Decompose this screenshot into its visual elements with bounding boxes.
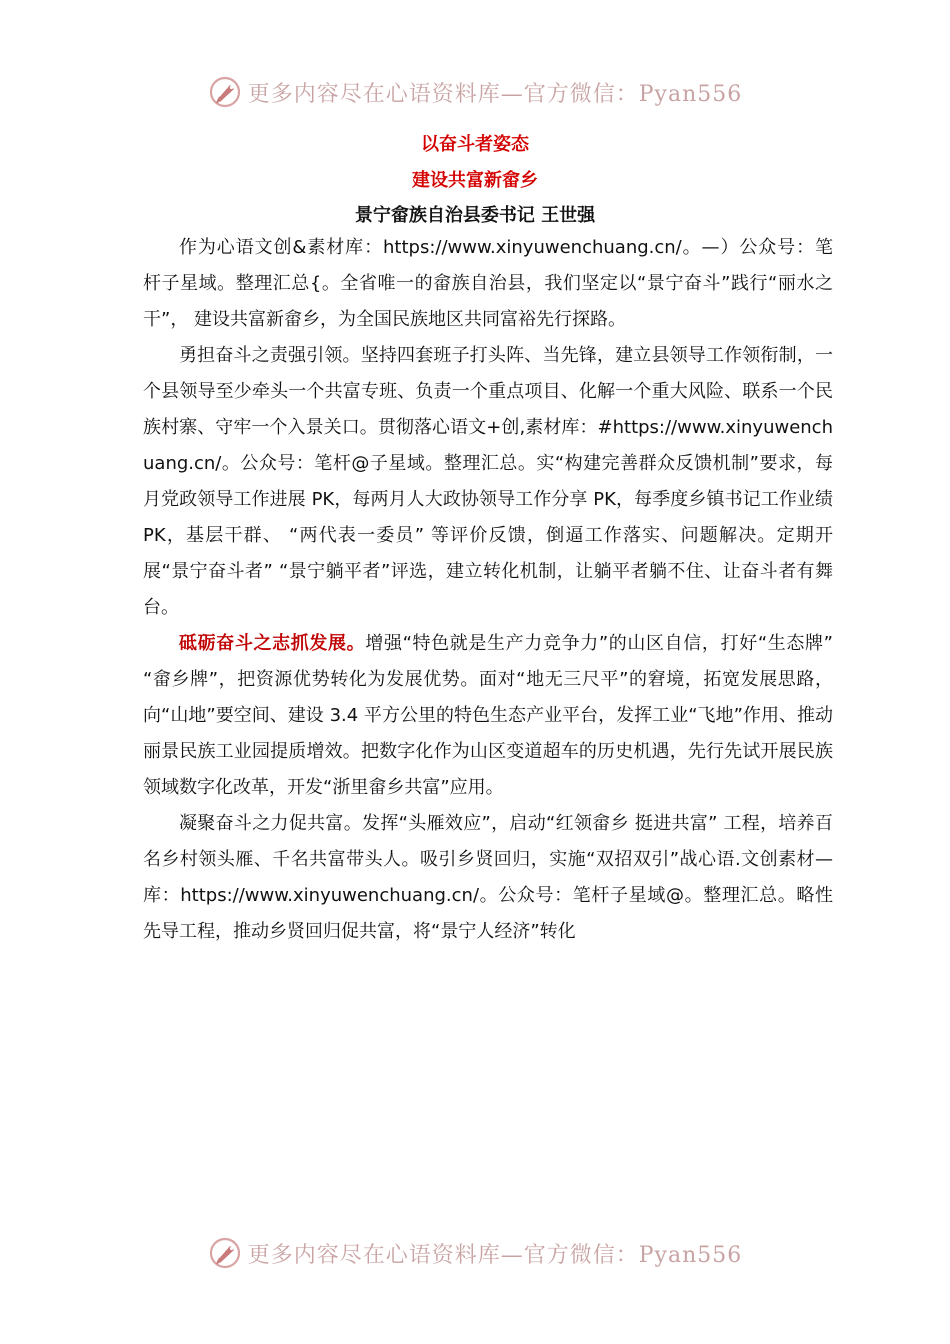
paragraph-3-lead: 砥砺奋斗之志抓发展。: [179, 633, 366, 654]
pen-nib-logo-icon: [208, 1236, 242, 1270]
pen-nib-logo-icon: [208, 75, 242, 109]
article-header: [0, 127, 950, 233]
paragraph-1-text: 作为心语文创&素材库：https://www.xinyuwenchuang.cn/。—）公众号：笔杆子星域。整理汇总{。全省唯一的畲族自治县，我们坚定以“景宁奋斗”践行“丽水之干”， 建设共富新畲乡，为全国民族地区共同富裕先行探路。: [143, 237, 833, 330]
paragraph-2-text: 勇担奋斗之责强引领。坚持四套班子打头阵、当先锋，建立县领导工作领衔制，一个县领导至少牵头一个共富专班、负责一个重点项目、化解一个重大风险、联系一个民族村寨、守牢一个入景关口。贯彻落心语文+创,素材库：#https://www.xinyuwenchuang.cn/。公众号：笔杆@子星域。整理汇总。实“构建完善群众反馈机制”要求，每月党政领导工作进展 PK，每两月人大政协领导工作分享 PK，每季度乡镇书记工作业绩 PK，基层干群、 “两代表一委员” 等评价反馈，倒逼工作落实、问题解决。定期开展“景宁奋斗者” “景宁躺平者”评选，建立转化机制，让躺平者躺不住、让奋斗者有舞台。: [143, 345, 833, 618]
paragraph-1: [143, 230, 833, 338]
paragraph-4-text: 凝聚奋斗之力促共富。发挥“头雁效应”，启动“红领畲乡 挺进共富” 工程，培养百名乡村领头雁、千名共富带头人。吸引乡贤回归，实施“双招双引”战心语.文创素材—库：https://www.xinyuwenchuang.cn/。公众号：笔杆子星域@。整理汇总。略性先导工程，推动乡贤回归促共富，将“景宁人经济”转化: [143, 813, 833, 942]
paragraph-2: [143, 338, 833, 626]
watermark-banner-bottom: [0, 1233, 950, 1273]
paragraph-3-text: 增强“特色就是生产力竞争力”的山区自信，打好“生态牌” “畲乡牌”，把资源优势转化为发展优势。面对“地无三尺平”的窘境，拓宽发展思路，向“山地”要空间、建设 3.4 平方公里的特色生态产业平台，发挥工业“飞地”作用、推动丽景民族工业园提质增效。把数字化作为山区变道超车的历史机遇，先行先试开展民族领域数字化改革，开发“浙里畲乡共富”应用。: [143, 633, 833, 798]
article-author: 景宁畲族自治县委书记 王世强: [354, 205, 596, 226]
paragraph-3: [143, 626, 833, 806]
watermark-text: 更多内容尽在心语资料库—官方微信：Pyan556: [247, 81, 743, 107]
article-body: [143, 230, 833, 950]
paragraph-4: [143, 806, 833, 950]
watermark-text: 更多内容尽在心语资料库—官方微信：Pyan556: [247, 1242, 743, 1268]
watermark-banner-top: [0, 72, 950, 112]
article-title-line-1: 以奋斗者姿态: [421, 134, 529, 155]
article-title-line-2: 建设共富新畲乡: [412, 170, 538, 191]
